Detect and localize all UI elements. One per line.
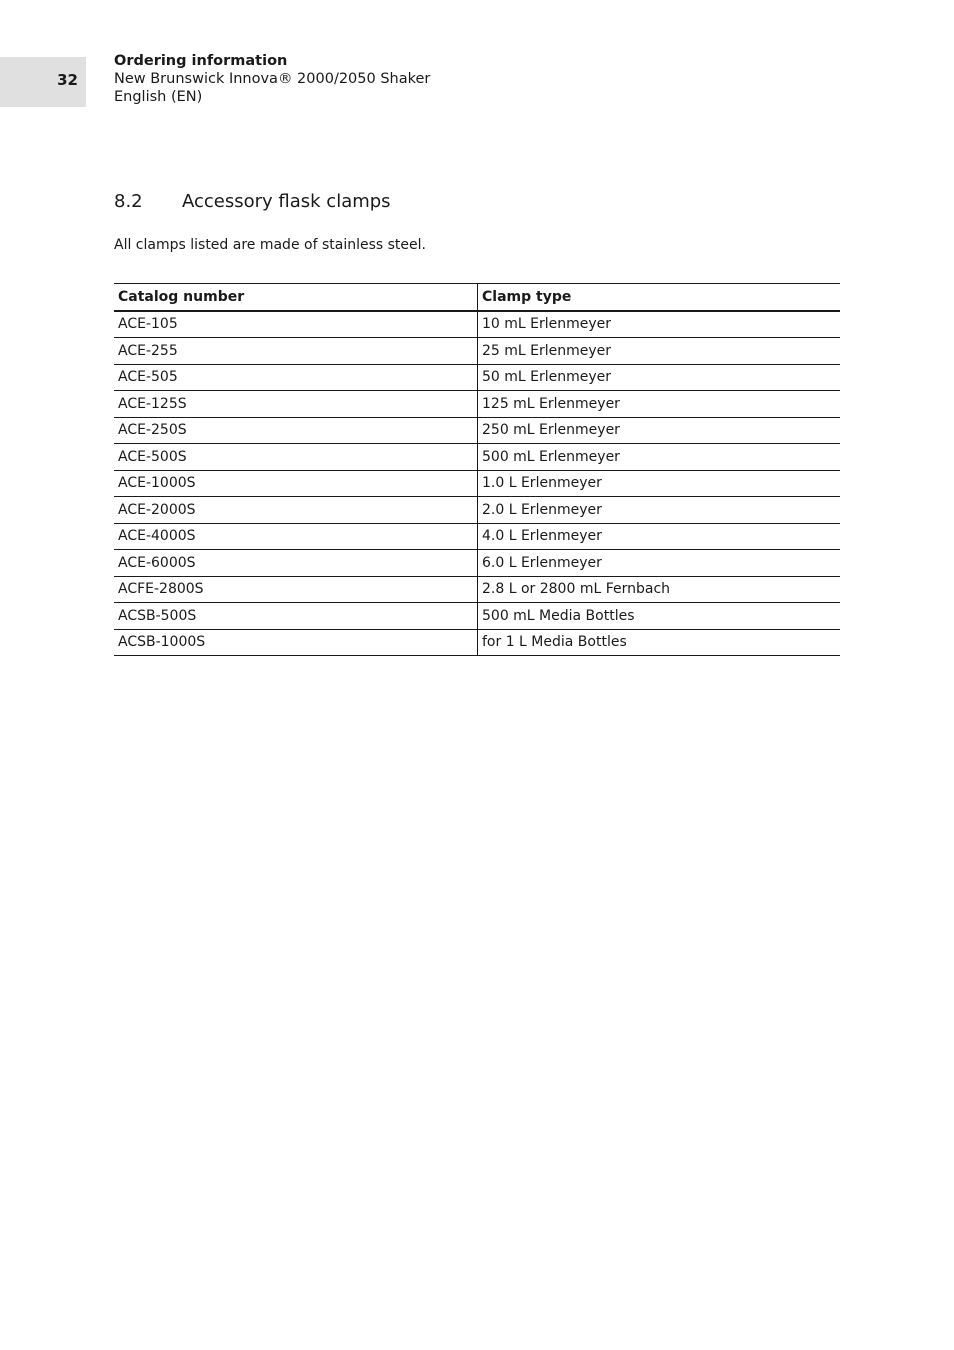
catalog-number-cell: ACSB-500S (114, 603, 478, 630)
table-row (114, 470, 840, 497)
clamp-table (114, 283, 840, 656)
page-number-tab (0, 57, 86, 107)
table-row (114, 523, 840, 550)
header-product-name: New Brunswick Innova® 2000/2050 Shaker (114, 71, 431, 87)
section-heading (114, 190, 391, 214)
table-row (114, 444, 840, 471)
catalog-number-cell: ACE-250S (114, 417, 478, 444)
clamp-type-cell: 500 mL Media Bottles (478, 603, 841, 630)
table-body (114, 311, 840, 656)
catalog-number-cell: ACE-1000S (114, 470, 478, 497)
catalog-number-cell: ACE-105 (114, 311, 478, 338)
clamp-type-cell: 6.0 L Erlenmeyer (478, 550, 841, 577)
section-title: Accessory flask clamps (182, 191, 391, 212)
clamp-type-cell: 500 mL Erlenmeyer (478, 444, 841, 471)
table-row (114, 576, 840, 603)
running-header (114, 52, 430, 106)
table-row (114, 629, 840, 656)
table-row (114, 311, 840, 338)
table-row (114, 338, 840, 365)
catalog-number-cell: ACSB-1000S (114, 629, 478, 656)
catalog-number-cell: ACE-505 (114, 364, 478, 391)
catalog-number-cell: ACE-500S (114, 444, 478, 471)
catalog-number-cell: ACE-255 (114, 338, 478, 365)
table-row (114, 391, 840, 418)
catalog-number-cell: ACE-125S (114, 391, 478, 418)
clamp-type-cell: 2.0 L Erlenmeyer (478, 497, 841, 524)
header-section-title: Ordering information (114, 53, 288, 69)
clamp-type-cell: 4.0 L Erlenmeyer (478, 523, 841, 550)
table-row (114, 550, 840, 577)
clamp-type-cell: 10 mL Erlenmeyer (478, 311, 841, 338)
column-header-catalog-number: Catalog number (114, 284, 478, 311)
catalog-number-cell: ACE-2000S (114, 497, 478, 524)
catalog-number-cell: ACFE-2800S (114, 576, 478, 603)
table-row (114, 364, 840, 391)
clamp-type-cell: 125 mL Erlenmeyer (478, 391, 841, 418)
clamp-type-cell: 50 mL Erlenmeyer (478, 364, 841, 391)
clamp-type-cell: 2.8 L or 2800 mL Fernbach (478, 576, 841, 603)
clamp-type-cell: for 1 L Media Bottles (478, 629, 841, 656)
catalog-number-cell: ACE-4000S (114, 523, 478, 550)
header-language: English (EN) (114, 89, 203, 105)
clamp-type-cell: 1.0 L Erlenmeyer (478, 470, 841, 497)
clamp-type-cell: 25 mL Erlenmeyer (478, 338, 841, 365)
table-row (114, 417, 840, 444)
table-row (114, 497, 840, 524)
clamp-type-cell: 250 mL Erlenmeyer (478, 417, 841, 444)
catalog-number-cell: ACE-6000S (114, 550, 478, 577)
table-header-row (114, 284, 840, 311)
table-row (114, 603, 840, 630)
column-header-clamp-type: Clamp type (478, 284, 841, 311)
intro-paragraph: All clamps listed are made of stainless steel. (114, 237, 426, 253)
section-number: 8.2 (114, 191, 143, 212)
page-number: 32 (57, 71, 78, 89)
